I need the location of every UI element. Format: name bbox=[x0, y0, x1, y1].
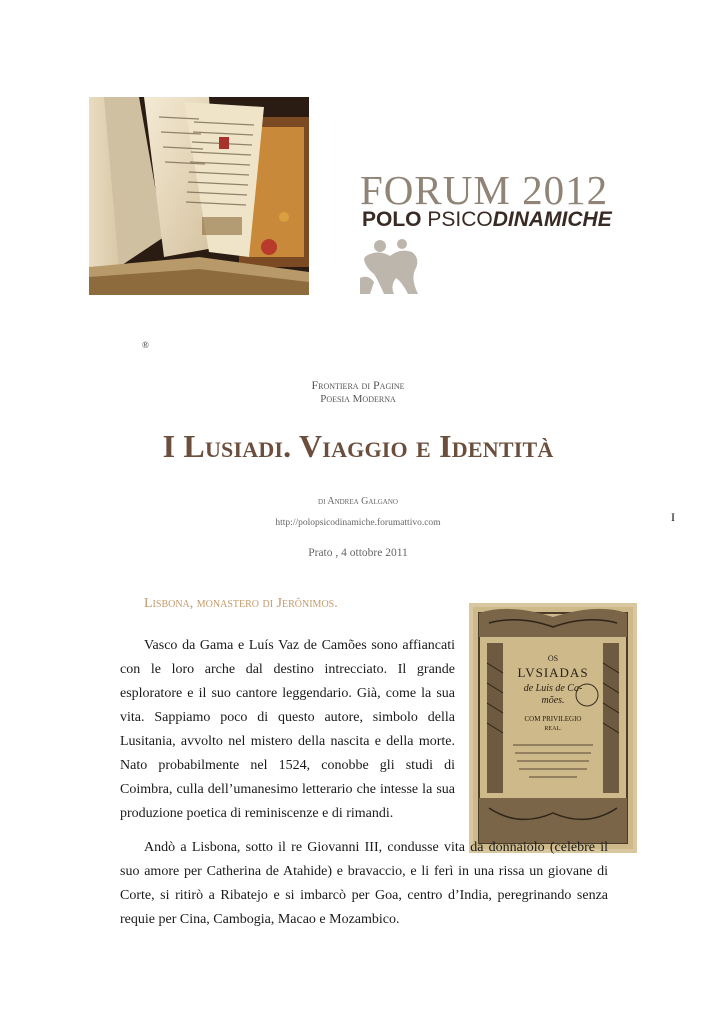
book-photo bbox=[89, 97, 309, 295]
margin-mark: I bbox=[671, 510, 675, 524]
kicker-frontiera: Frontiera di Pagine bbox=[311, 378, 405, 392]
cover-line-os: OS bbox=[547, 654, 559, 663]
cover-line-real: REAL. bbox=[544, 726, 562, 732]
kicker-poesia: Poesia Moderna bbox=[320, 393, 396, 405]
paragraph-1: Vasco da Gama e Luís Vaz de Camões sono affiancati con le loro arche dal destino intrecciato. Il grande esploratore e il suo cantore leggendario. Già, come la sua vita. Sappiamo poco di questo autore, simbolo della Lusitania, avvolto nel mistero della nascita e della morte. Nato probabilmente nel 1524, conobbe gli studi di Coimbra, culla dell’umanesimo letterario che intesse la sua produzione poetica di reminiscenze e di rimandi. bbox=[120, 638, 455, 821]
logo-sub-dinamiche: DINAMICHE bbox=[492, 208, 612, 231]
date-line: Prato , 4 ottobre 2011 bbox=[308, 547, 408, 559]
cover-line-author: de Luis de Ca- bbox=[523, 683, 583, 694]
site-url: http://polopsicodinamiche.forumattivo.com bbox=[275, 518, 441, 528]
lusiadas-cover-image bbox=[469, 603, 637, 853]
logo-sub-psico: PSICO bbox=[427, 208, 493, 231]
page-title: I Lusiadi. Viaggio e Identità bbox=[162, 428, 554, 464]
cover-line-privilegio: COM PRIVILEGIO bbox=[524, 715, 582, 723]
cover-line-title: LVSIADAS bbox=[517, 665, 589, 680]
author-line: di Andrea Galgano bbox=[318, 496, 398, 507]
section-heading: Lisbona, monastero di Jerônimos. bbox=[144, 596, 338, 611]
registered-mark: ® bbox=[142, 340, 149, 350]
cover-line-author2: mões. bbox=[541, 695, 565, 706]
forum-logo-title: FORUM 2012 bbox=[360, 167, 609, 213]
paragraph-2: Andò a Lisbona, sotto il re Giovanni III, condusse vita da donnaiolo (celebre il suo amore per Catherina de Atahide) e bravaccio, e li ferì in una rissa un giovane di Corte, si ritirò a Ribatejo e si imbarcò per Goa, centro d’India, peregrinando senza requie per Cina, Cambogia, Macao e Mozambico. bbox=[120, 840, 608, 927]
logo-sub-polo: POLO bbox=[362, 208, 422, 231]
forum-logo-subtitle bbox=[362, 207, 662, 233]
logo-figure-icon bbox=[360, 238, 428, 296]
